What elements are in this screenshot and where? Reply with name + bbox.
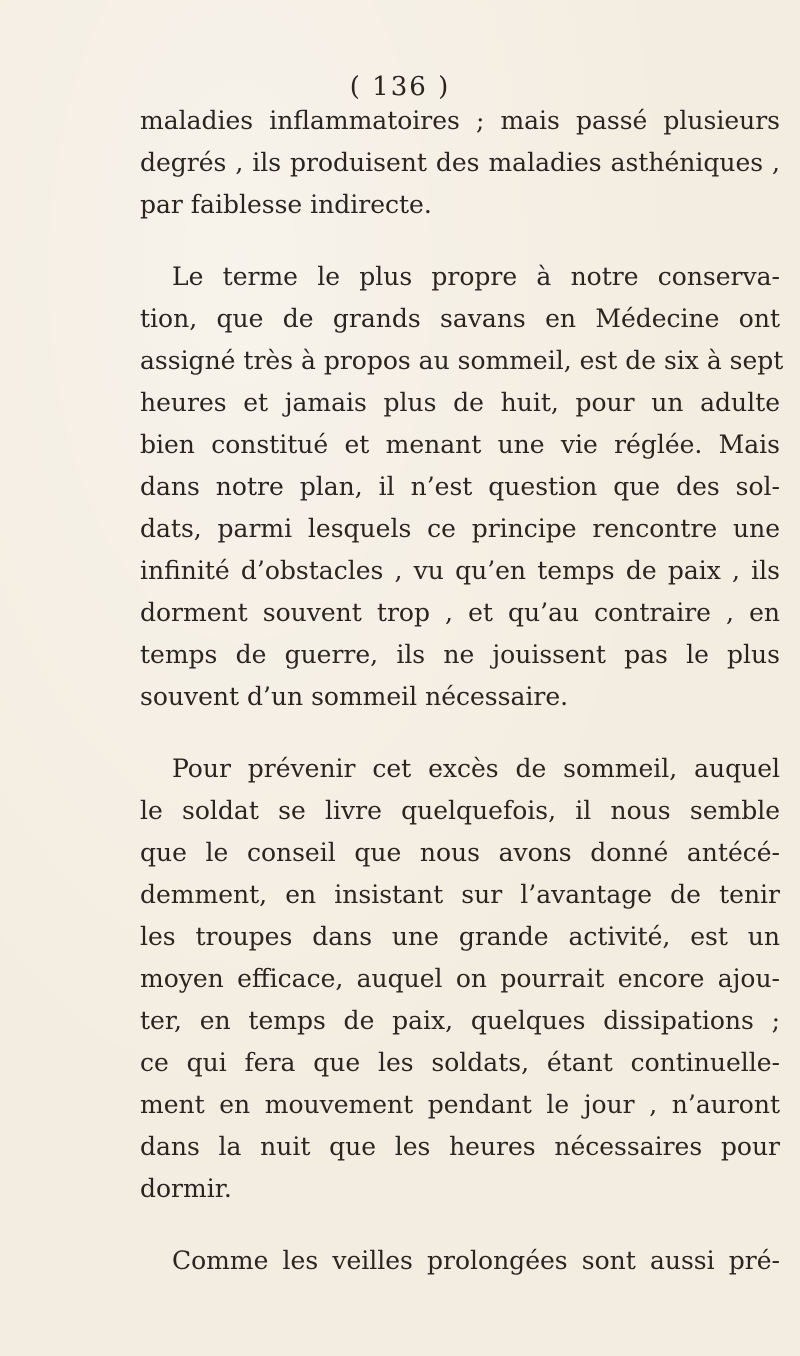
text-line: ce qui fera que les soldats, étant continuelle-	[140, 1048, 780, 1077]
paragraph-3	[140, 748, 780, 1210]
text-line: dans la nuit que les heures nécessaires pour	[140, 1132, 780, 1161]
body-text	[140, 100, 784, 1282]
text-line: ment en mouvement pendant le jour , n’auront	[140, 1090, 780, 1119]
text-line: Le terme le plus propre à notre conserva-	[172, 262, 780, 291]
text-line: infinité d’obstacles , vu qu’en temps de paix , ils	[140, 556, 780, 585]
text-line: dans notre plan, il n’est question que des sol-	[140, 472, 780, 501]
text-line: heures et jamais plus de huit, pour un adulte	[140, 388, 780, 417]
text-line: ter, en temps de paix, quelques dissipations ;	[140, 1006, 780, 1035]
text-line: moyen efficace, auquel on pourrait encore ajou-	[140, 964, 780, 993]
text-line: assigné très à propos au sommeil, est de six à sept	[140, 346, 784, 375]
text-line: que le conseil que nous avons donné antécé-	[140, 838, 780, 867]
text-line: le soldat se livre quelquefois, il nous semble	[140, 796, 780, 825]
text-line: bien constitué et menant une vie réglée. Mais	[140, 430, 780, 459]
text-line: tion, que de grands savans en Médecine ont	[140, 304, 780, 333]
text-line: dorment souvent trop , et qu’au contraire , en	[140, 598, 780, 627]
text-line: temps de guerre, ils ne jouissent pas le plus	[140, 640, 780, 669]
text-line: dats, parmi lesquels ce principe rencontre une	[140, 514, 780, 543]
text-line: par faiblesse indirecte.	[140, 190, 432, 219]
paragraph-4	[140, 1240, 780, 1282]
text-line: dormir.	[140, 1174, 232, 1203]
text-line: les troupes dans une grande activité, est un	[140, 922, 780, 951]
text-line: souvent d’un sommeil nécessaire.	[140, 682, 569, 711]
text-line: degrés , ils produisent des maladies asthéniques ,	[140, 148, 780, 177]
paragraph-1	[140, 100, 780, 226]
text-line: Pour prévenir cet excès de sommeil, auquel	[172, 754, 780, 783]
text-line: maladies inflammatoires ; mais passé plusieurs	[140, 106, 780, 135]
text-line: Comme les veilles prolongées sont aussi pré-	[172, 1246, 780, 1275]
text-line: demment, en insistant sur l’avantage de tenir	[140, 880, 780, 909]
paragraph-2	[140, 256, 784, 718]
page-number: ( 136 )	[349, 72, 451, 102]
